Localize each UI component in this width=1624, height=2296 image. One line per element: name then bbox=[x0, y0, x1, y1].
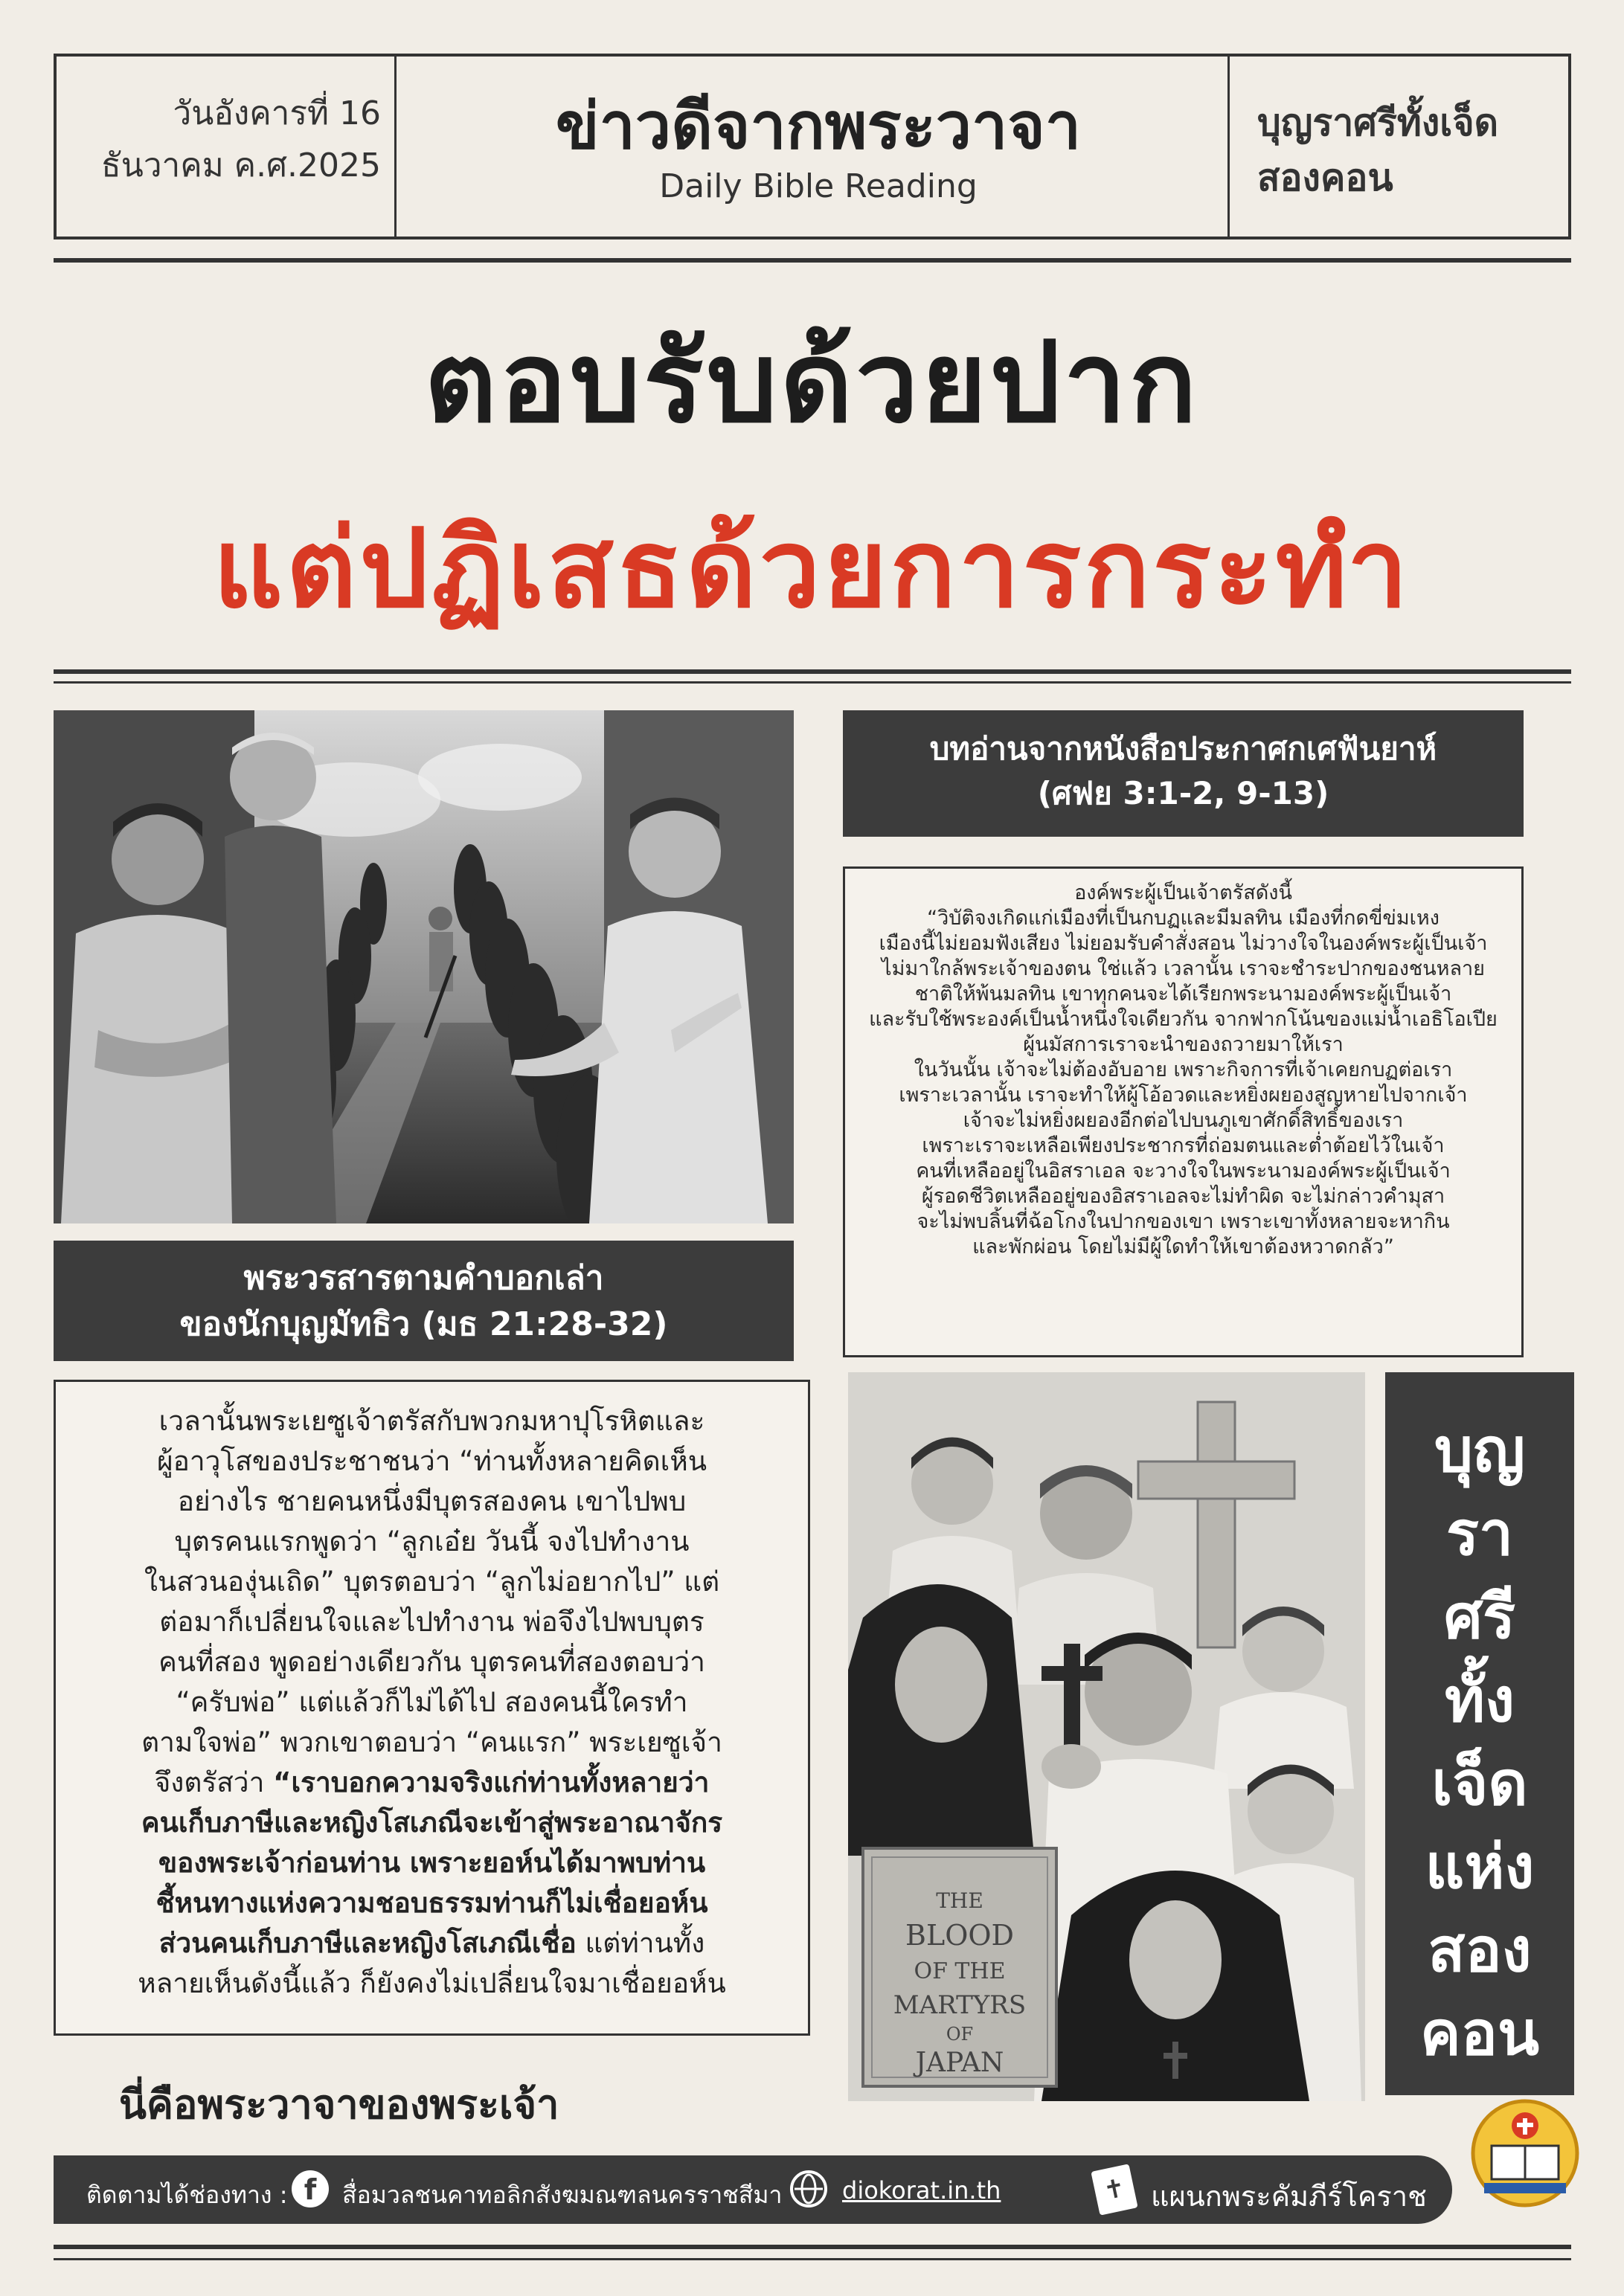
gospel-line: เวลานั้นพระเยซูเจ้าตรัสกับพวกมหาปุโรหิตและ bbox=[158, 1405, 705, 1437]
reading-line: เพราะเวลานั้น เราจะทำให้ผู้โอ้อวดและหยิ่งผยองสูญหายไปจากเจ้า bbox=[899, 1084, 1468, 1107]
gospel-line: ต่อมาก็เปลี่ยนใจและไปทำงาน พ่อจึงไปพบบุตร bbox=[159, 1606, 705, 1638]
vertical-feast-title bbox=[1385, 1372, 1574, 2095]
book-title-1: THE bbox=[936, 1888, 983, 1913]
vertical-title-line: คอน bbox=[1419, 1998, 1540, 2069]
gospel-line-15: หลายเห็นดังนี้แล้ว ก็ยังคงไม่เปลี่ยนใจมาเชื่อยอห์น bbox=[138, 1967, 726, 1999]
facebook-icon[interactable]: f bbox=[292, 2170, 329, 2207]
reading-line: จะไม่พบลิ้นที่ฉ้อโกงในปากของเขา เพราะเขาทั้งหลายจะหากิน bbox=[917, 1210, 1450, 1233]
masthead-title: ข่าวดีจากพระวาจา bbox=[555, 89, 1082, 164]
gospel-line-10 bbox=[74, 1763, 790, 1803]
vertical-title-line: สอง bbox=[1428, 1915, 1532, 1986]
diocese-logo bbox=[1469, 2097, 1581, 2209]
vertical-title-line: ทั้ง bbox=[1444, 1665, 1515, 1736]
vertical-title-line: เจ็ด bbox=[1431, 1749, 1528, 1819]
date-line-1: วันอังคารที่ 16 bbox=[173, 94, 381, 132]
vertical-title-line: บุญ bbox=[1434, 1415, 1525, 1486]
reading-line: ไม่มาใกล้พระเจ้าของตน ใช่แล้ว เวลานั้น เราจะชำระปากของชนหลาย bbox=[882, 957, 1485, 980]
feast-line-1: บุญราศรีทั้งเจ็ด bbox=[1257, 101, 1499, 144]
gospel-bold-line: คนเก็บภาษีและหญิงโสเภณีจะเข้าสู่พระอาณาจักร bbox=[141, 1807, 723, 1839]
footer-follow-label: ติดตามได้ช่องทาง : bbox=[86, 2181, 288, 2209]
gospel-heading-line-2: ของนักบุญมัทธิว (มธ 21:28-32) bbox=[179, 1305, 668, 1343]
reading-line: องค์พระผู้เป็นเจ้าตรัสดังนี้ bbox=[1074, 881, 1292, 904]
gospel-line-14-plain: แต่ท่านทั้ง bbox=[576, 1927, 705, 1959]
gospel-heading-line-1: พระวรสารตามคำบอกเล่า bbox=[243, 1259, 604, 1297]
gospel-bold-line: ชี้หนทางแห่งความชอบธรรมท่านก็ไม่เชื่อยอห์น bbox=[155, 1887, 708, 1919]
vineyard-illustration bbox=[54, 710, 794, 1223]
reading-line: และรับใช้พระองค์เป็นน้ำหนึ่งใจเดียวกัน จากฟากโน้นของแม่น้ำเอธิโอเปีย bbox=[869, 1008, 1498, 1031]
date-line-2: ธันวาคม ค.ศ.2025 bbox=[100, 147, 381, 184]
reading-line: ผู้รอดชีวิตเหลืออยู่ของอิสราเอลจะไม่ทำผิด จะไม่กล่าวคำมุสา bbox=[921, 1185, 1445, 1208]
globe-icon[interactable] bbox=[790, 2170, 827, 2207]
vertical-title-line: แห่ง bbox=[1425, 1832, 1535, 1903]
masthead-subtitle: Daily Bible Reading bbox=[659, 167, 978, 205]
martyrs-illustration bbox=[848, 1372, 1365, 2101]
feast-label bbox=[1257, 95, 1585, 205]
gospel-line-10-bold: “เราบอกความจริงแก่ท่านทั้งหลายว่า bbox=[273, 1766, 710, 1798]
footer-website-link[interactable]: diokorat.in.th bbox=[842, 2176, 1001, 2205]
book-title-3: OF THE bbox=[914, 1958, 1006, 1984]
gospel-heading bbox=[54, 1241, 794, 1361]
book-title-2: BLOOD bbox=[905, 1919, 1014, 1952]
gospel-line: ในสวนองุ่นเถิด” บุตรตอบว่า “ลูกไม่อยากไป” แต่ bbox=[144, 1566, 720, 1598]
reading-line: ในวันนั้น เจ้าจะไม่ต้องอับอาย เพราะกิจการที่เจ้าเคยกบฏต่อเรา bbox=[914, 1058, 1453, 1081]
reading-line: ผู้นมัสการเราจะนำของถวายมาให้เรา bbox=[1023, 1033, 1344, 1056]
footer-facebook-page[interactable]: สื่อมวลชนคาทอลิกสังฆมณฑลนครราชสีมา bbox=[342, 2181, 783, 2209]
gospel-line: “ครับพ่อ” แต่แล้วก็ไม่ได้ไป สองคนนี้ใครทำ bbox=[176, 1686, 688, 1718]
bible-icon: ✝ bbox=[1091, 2164, 1137, 2216]
gospel-line-10-plain: จึงตรัสว่า bbox=[154, 1766, 274, 1798]
closing-statement: นี่คือพระวาจาของพระเจ้า bbox=[119, 2081, 559, 2128]
gospel-text bbox=[56, 1382, 808, 2026]
footer-department: แผนกพระคัมภีร์โคราช bbox=[1151, 2180, 1427, 2213]
reading-text-box bbox=[843, 866, 1524, 1357]
book-title-6: JAPAN bbox=[915, 2048, 1004, 2078]
gospel-line: อย่างไร ชายคนหนึ่งมีบุตรสองคน เขาไปพบ bbox=[177, 1485, 687, 1517]
book-title-4: MARTYRS bbox=[893, 1990, 1027, 2020]
gospel-line: คนที่สอง พูดอย่างเดียวกัน บุตรคนที่สองตอบว่า bbox=[158, 1646, 705, 1678]
gospel-line: ตามใจพ่อ” พวกเขาตอบว่า “คนแรก” พระเยซูเจ้า bbox=[141, 1726, 722, 1758]
gospel-line-14 bbox=[74, 1923, 790, 1964]
reading-heading-line-2: (ศฟย 3:1-2, 9-13) bbox=[1037, 775, 1329, 811]
headline-line-2: แต่ปฏิเสธด้วยการกระทำ bbox=[213, 506, 1411, 632]
vertical-title-line: รา bbox=[1445, 1499, 1514, 1569]
reading-line: “วิบัติจงเกิดแก่เมืองที่เป็นกบฏและมีมลทิน เมืองที่กดขี่ข่มเหง bbox=[927, 907, 1440, 930]
feast-line-2: สองคอน bbox=[1257, 156, 1393, 199]
gospel-line: ผู้อาวุโสของประชาชนว่า “ท่านทั้งหลายคิดเห็น bbox=[156, 1445, 707, 1477]
gospel-line: บุตรคนแรกพูดว่า “ลูกเอ๋ย วันนี้ จงไปทำงาน bbox=[174, 1525, 690, 1557]
reading-heading bbox=[843, 710, 1524, 837]
reading-line: ชาติให้พ้นมลทิน เขาทุกคนจะได้เรียกพระนามองค์พระผู้เป็นเจ้า bbox=[914, 983, 1452, 1006]
reading-line: เพราะเราจะเหลือเพียงประชากรที่ถ่อมตนและต่ำต้อยไว้ในเจ้า bbox=[922, 1134, 1445, 1157]
gospel-line-14-bold: ส่วนคนเก็บภาษีและหญิงโสเภณีเชื่อ bbox=[158, 1927, 577, 1959]
vertical-title-line: ศรี bbox=[1443, 1582, 1516, 1653]
reading-line: คนที่เหลืออยู่ในอิสราเอล จะวางใจในพระนามองค์พระผู้เป็นเจ้า bbox=[916, 1160, 1451, 1183]
footer-bar bbox=[54, 2155, 1452, 2224]
gospel-bold-line: ของพระเจ้าก่อนท่าน เพราะยอห์นได้มาพบท่าน bbox=[158, 1847, 706, 1879]
reading-line: และพักผ่อน โดยไม่มีผู้ใดทำให้เขาต้องหวาดกลัว” bbox=[972, 1235, 1394, 1258]
headline-line-1: ตอบรับด้วยปาก bbox=[424, 318, 1200, 448]
reading-line: เจ้าจะไม่หยิ่งผยองอีกต่อไปบนภูเขาศักดิ์สิทธิ์ของเรา bbox=[963, 1109, 1404, 1132]
gospel-text-box bbox=[54, 1380, 810, 2036]
reading-heading-line-1: บทอ่านจากหนังสือประกาศกเศฟันยาห์ bbox=[929, 730, 1437, 767]
reading-text bbox=[845, 869, 1521, 1267]
book-title-5: OF bbox=[946, 2024, 974, 2045]
reading-line: เมืองนี้ไม่ยอมฟังเสียง ไม่ยอมรับคำสั่งสอน ไม่วางใจในองค์พระผู้เป็นเจ้า bbox=[879, 932, 1488, 955]
issue-date bbox=[54, 88, 381, 192]
